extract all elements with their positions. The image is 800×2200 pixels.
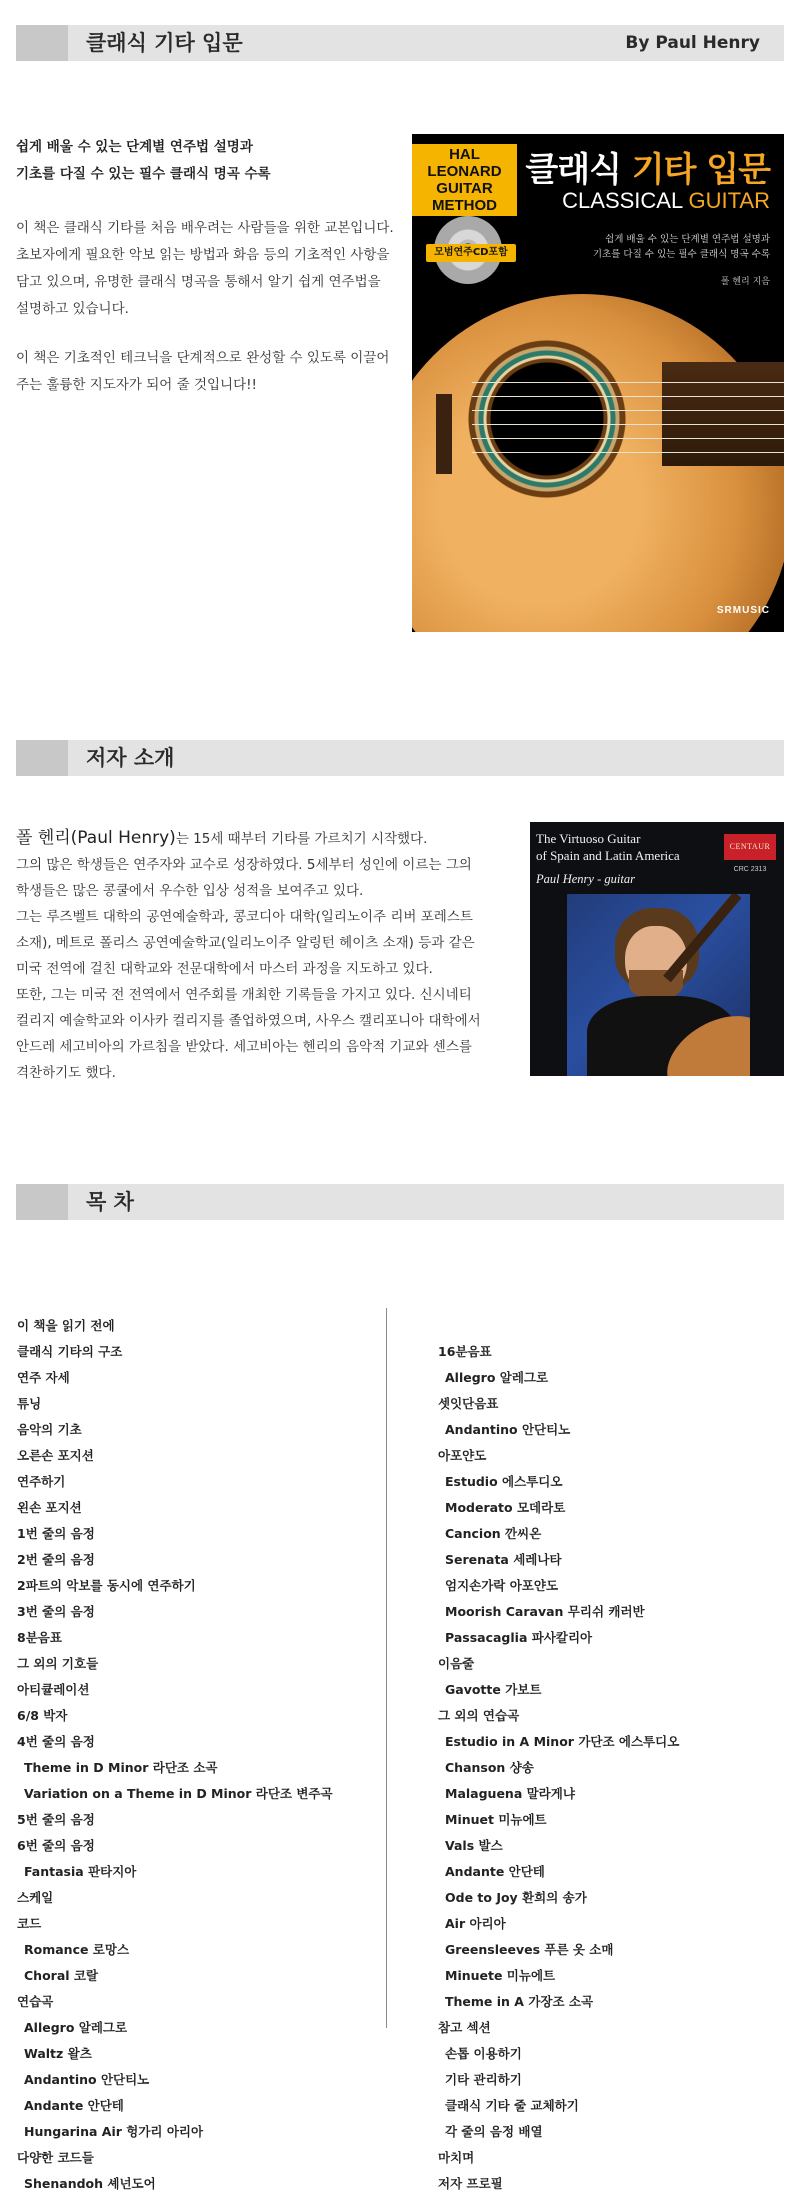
toc-item: 오른손 포지션 — [17, 1448, 94, 1463]
toc-subitem: 기타 관리하기 — [445, 2072, 522, 2087]
bio-line: 컬리지 예술학교와 이사카 컬리지를 졸업하였으며, 사우스 캘리포니아 대학에서 — [16, 1013, 481, 1029]
bio-line: 격찬하기도 했다. — [16, 1065, 116, 1081]
album-catalog-number: CRC 2313 — [733, 866, 767, 873]
author-byline: By Paul Henry — [625, 33, 760, 53]
toc-subitem: 각 줄의 음정 배열 — [445, 2124, 543, 2139]
paragraph-line: 이 책은 클래식 기타를 처음 배우려는 사람들을 위한 교본입니다. — [16, 220, 394, 236]
guitar-string — [472, 452, 784, 453]
cover-title-english — [562, 188, 770, 214]
bio-line: 소재), 메트로 폴리스 공연예술학교(일리노이주 알링턴 헤이츠 소재) 등과 같은 — [16, 935, 475, 951]
toc-item: 연주하기 — [17, 1474, 66, 1489]
guitar-string — [472, 382, 784, 383]
page-title: 클래식 기타 입문 — [86, 31, 243, 55]
album-title — [536, 830, 680, 864]
toc-subitem: Estudio in A Minor 가단조 에스투디오 — [445, 1734, 680, 1749]
toc-item: 마치며 — [438, 2150, 475, 2165]
toc-item: 2번 줄의 음정 — [17, 1552, 95, 1567]
toc-item: 이음줄 — [438, 1656, 475, 1671]
toc-item: 참고 섹션 — [438, 2020, 491, 2035]
section-tab-marker — [16, 1184, 68, 1220]
toc-subitem: Allegro 알레그로 — [24, 2020, 128, 2035]
cover-title-korean-accent: 기타 입문 — [631, 150, 770, 190]
cover-subtitle — [530, 232, 770, 262]
toc-subitem: Allegro 알레그로 — [445, 1370, 549, 1385]
bio-line: 안드레 세고비아의 가르침을 받았다. 세고비아는 헨리의 음악적 기교와 센스를 — [16, 1039, 472, 1055]
toc-subitem: Chanson 샹송 — [445, 1760, 534, 1775]
toc-subitem: Andantino 안단티노 — [445, 1422, 571, 1437]
toc-column-divider — [386, 1308, 387, 2028]
guitarist-photo — [567, 894, 750, 1076]
toc-item: 1번 줄의 음정 — [17, 1526, 95, 1541]
guitar-bridge-graphic — [436, 394, 452, 474]
toc-subitem: Shenandoh 셰넌도어 — [24, 2176, 156, 2191]
header-tab-marker — [16, 25, 68, 61]
toc-subitem: Andante 안단테 — [445, 1864, 545, 1879]
toc-item: 연주 자세 — [17, 1370, 70, 1385]
album-cover-image — [530, 822, 784, 1076]
toc-subitem: Waltz 왈츠 — [24, 2046, 92, 2061]
toc-subitem: Moderato 모데라토 — [445, 1500, 566, 1515]
paragraph-line: 이 책은 기초적인 테크닉을 단계적으로 완성할 수 있도록 이끌어 — [16, 350, 390, 366]
toc-item: 저자 프로필 — [438, 2176, 503, 2191]
bio-line: 학생들은 많은 콩쿨에서 우수한 입상 성적을 보여주고 있다. — [16, 883, 364, 899]
toc-item: 음악의 기초 — [17, 1422, 82, 1437]
cover-method: GUITAR METHOD — [432, 180, 497, 214]
author-section-title: 저자 소개 — [86, 746, 175, 770]
toc-subitem: 엄지손가락 아포얀도 — [445, 1578, 559, 1593]
cover-title-english-plain: CLASSICAL — [562, 188, 689, 213]
toc-subitem: Gavotte 가보트 — [445, 1682, 542, 1697]
toc-subitem: Theme in A 가장조 소곡 — [445, 1994, 594, 2009]
toc-item: 셋잇단음표 — [438, 1396, 499, 1411]
intro-tagline — [16, 134, 406, 188]
toc-item: 연습곡 — [17, 1994, 54, 2009]
toc-item: 아티큘레이션 — [17, 1682, 90, 1697]
toc-item: 클래식 기타의 구조 — [17, 1344, 123, 1359]
toc-section-bar — [16, 1184, 784, 1220]
toc-item: 다양한 코드들 — [17, 2150, 94, 2165]
guitar-string — [472, 396, 784, 397]
guitar-string — [472, 438, 784, 439]
toc-subitem: Greensleeves 푸른 옷 소매 — [445, 1942, 614, 1957]
toc-item: 코드 — [17, 1916, 42, 1931]
toc-subitem: Variation on a Theme in D Minor 라단조 변주곡 — [24, 1786, 333, 1801]
record-label-logo: CENTAUR — [724, 834, 776, 860]
toc-item: 3번 줄의 음정 — [17, 1604, 95, 1619]
section-tab-marker — [16, 740, 68, 776]
toc-section-title: 목 차 — [86, 1190, 134, 1214]
toc-subitem: Moorish Caravan 무리쉬 캐러반 — [445, 1604, 645, 1619]
intro-paragraph-1 — [16, 215, 416, 323]
toc-subitem: Vals 발스 — [445, 1838, 503, 1853]
toc-item: 8분음표 — [17, 1630, 62, 1645]
guitar-neck-graphic — [662, 362, 784, 466]
author-section-bar — [16, 740, 784, 776]
cover-author: 폴 헨리 지음 — [720, 277, 770, 287]
author-bio — [16, 825, 496, 1086]
toc-subitem: Andante 안단테 — [24, 2098, 124, 2113]
guitar-string — [472, 424, 784, 425]
toc-item: 스케일 — [17, 1890, 54, 1905]
toc-item: 6번 줄의 음정 — [17, 1838, 95, 1853]
toc-item: 그 외의 기호들 — [17, 1656, 99, 1671]
toc-subitem: Air 아리아 — [445, 1916, 506, 1931]
toc-subitem: Theme in D Minor 라단조 소곡 — [24, 1760, 218, 1775]
cd-badge: 모범연주CD포함 — [426, 244, 516, 262]
toc-item: 6/8 박자 — [17, 1708, 68, 1723]
toc-subitem: Romance 로망스 — [24, 1942, 130, 1957]
paragraph-line: 초보자에게 필요한 악보 읽는 방법과 화음 등의 기초적인 사항을 — [16, 247, 390, 263]
paragraph-line: 주는 훌륭한 지도자가 되어 줄 것입니다!! — [16, 377, 257, 393]
cover-subtitle-line: 기초를 다질 수 있는 필수 클래식 명곡 수록 — [592, 249, 770, 260]
toc-subitem: Choral 코랄 — [24, 1968, 99, 1983]
toc-subitem: Fantasia 판타지아 — [24, 1864, 137, 1879]
toc-subitem: Malaguena 말라게냐 — [445, 1786, 575, 1801]
toc-subitem: Hungarina Air 헝가리 아리아 — [24, 2124, 204, 2139]
toc-subitem: Cancion 깐씨온 — [445, 1526, 542, 1541]
paragraph-line: 설명하고 있습니다. — [16, 301, 129, 317]
author-name: 폴 헨리(Paul Henry) — [16, 828, 176, 848]
book-cover-image — [412, 134, 784, 632]
cover-title-korean-plain: 클래식 — [525, 150, 632, 190]
toc-subitem: Estudio 에스투디오 — [445, 1474, 563, 1489]
toc-subitem: 클래식 기타 줄 교체하기 — [445, 2098, 579, 2113]
cover-brand: HAL LEONARD — [427, 146, 502, 180]
cover-subtitle-line: 쉽게 배울 수 있는 단계별 연주법 설명과 — [605, 234, 770, 245]
bio-line — [16, 825, 496, 852]
toc-subitem: Ode to Joy 환희의 송가 — [445, 1890, 587, 1905]
toc-subitem: Andantino 안단티노 — [24, 2072, 150, 2087]
tagline-line: 쉽게 배울 수 있는 단계별 연주법 설명과 — [16, 139, 253, 155]
cover-publisher: SRMUSIC — [716, 605, 770, 616]
toc-item: 아포얀도 — [438, 1448, 487, 1463]
cover-title-korean — [525, 142, 770, 191]
cover-title-english-accent: GUITAR — [688, 188, 770, 213]
album-performer: Paul Henry - guitar — [536, 872, 635, 886]
toc-item: 튜닝 — [17, 1396, 42, 1411]
toc-item: 왼손 포지션 — [17, 1500, 82, 1515]
album-title-line: of Spain and Latin America — [536, 848, 680, 863]
toc-item: 2파트의 악보를 동시에 연주하기 — [17, 1578, 196, 1593]
guitar-string — [472, 410, 784, 411]
toc-item: 16분음표 — [438, 1344, 492, 1359]
toc-subitem: 손톱 이용하기 — [445, 2046, 522, 2061]
toc-subitem: Minuete 미뉴에트 — [445, 1968, 556, 1983]
toc-right-column — [438, 1339, 784, 2197]
toc-subitem: Passacaglia 파사칼리아 — [445, 1630, 593, 1645]
bio-line: 그는 루즈벨트 대학의 공연예술학과, 콩코디아 대학(일리노이주 리버 포레스트 — [16, 909, 473, 925]
toc-item: 5번 줄의 음정 — [17, 1812, 95, 1827]
album-title-line: The Virtuoso Guitar — [536, 831, 641, 846]
toc-left-column — [17, 1313, 377, 2197]
toc-subitem: Minuet 미뉴에트 — [445, 1812, 547, 1827]
bio-line: 미국 전역에 걸친 대학교와 전문대학에서 마스터 과정을 지도하고 있다. — [16, 961, 433, 977]
toc-item: 이 책을 읽기 전에 — [17, 1318, 115, 1333]
toc-item: 그 외의 연습곡 — [438, 1708, 520, 1723]
bio-line: 그의 많은 학생들은 연주자와 교수로 성장하였다. 5세부터 성인에 이르는 그의 — [16, 857, 472, 873]
paragraph-line: 담고 있으며, 유명한 클래식 명곡을 통해서 알기 쉽게 연주법을 — [16, 274, 381, 290]
toc-item: 4번 줄의 음정 — [17, 1734, 95, 1749]
header-bar — [16, 25, 784, 61]
bio-first-line: 는 15세 때부터 기타를 가르치기 시작했다. — [175, 831, 428, 847]
guitar-soundhole-graphic — [467, 339, 627, 499]
intro-paragraph-2 — [16, 345, 416, 399]
bio-line: 또한, 그는 미국 전 전역에서 연주회를 개최한 기록들을 가지고 있다. 신시네티 — [16, 987, 472, 1003]
tagline-line: 기초를 다질 수 있는 필수 클래식 명곡 수록 — [16, 166, 271, 182]
toc-subitem: Serenata 세레나타 — [445, 1552, 562, 1567]
